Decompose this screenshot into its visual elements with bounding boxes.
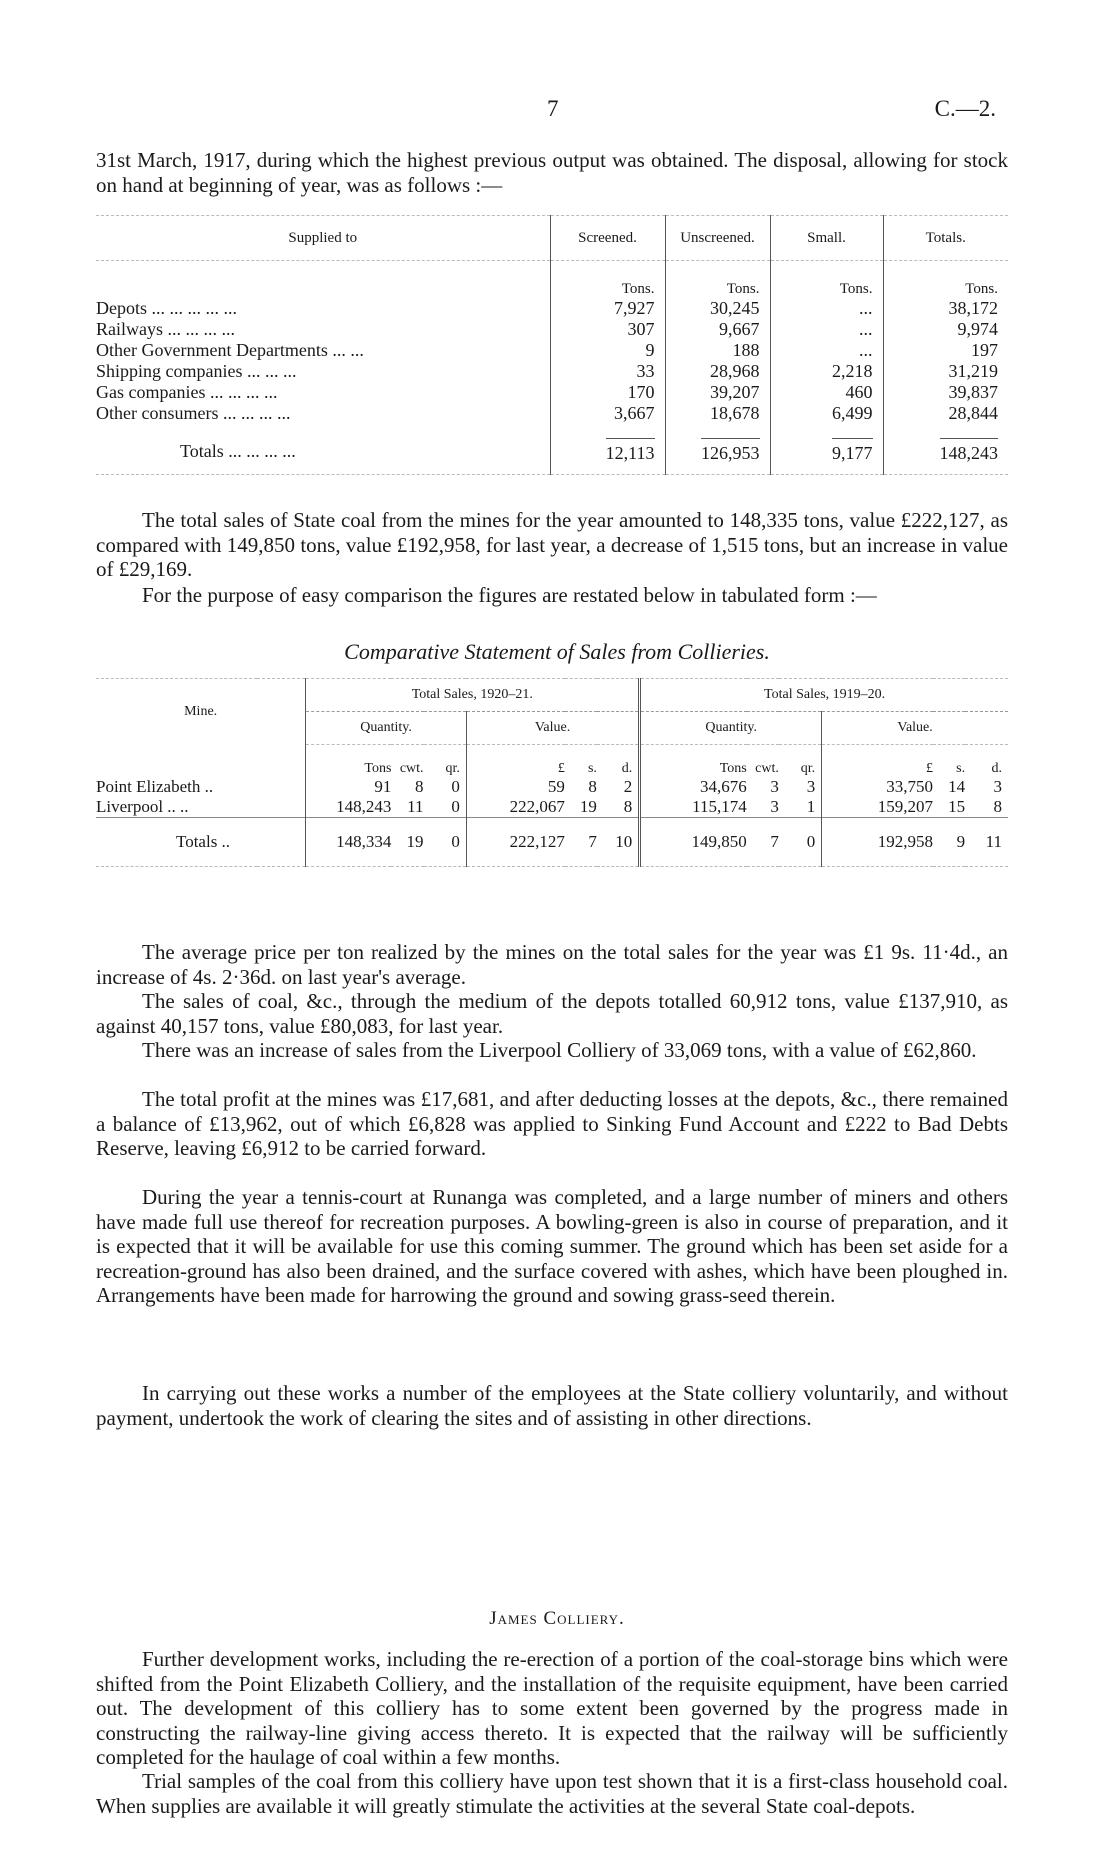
cell: 2,218 (770, 361, 883, 382)
value-header: Value. (822, 712, 1008, 745)
cell: 33,750 (822, 777, 933, 797)
document-code: C.—2. (934, 96, 996, 121)
table-header-row (96, 216, 1008, 261)
value-header: Value. (466, 712, 639, 745)
cell: 8 (415, 777, 424, 796)
sales-comparison-table (96, 678, 1008, 867)
unit-label: £ (466, 745, 564, 778)
unit-label: Tons. (665, 261, 770, 299)
cell: 28,844 (883, 403, 1008, 424)
cell: 10 (597, 818, 640, 867)
table-row (96, 340, 1008, 361)
table-row (96, 298, 1008, 319)
cell: 31,219 (883, 361, 1008, 382)
grand-total: 148,243 (940, 438, 999, 464)
liverpool-paragraph: There was an increase of sales from the Liverpool Colliery of 33,069 tons, with a value of £62,860. (142, 1038, 977, 1062)
row-label: Depots ... ... ... ... ... (96, 298, 237, 318)
cell: 1 (806, 797, 816, 816)
cell: 9,974 (883, 319, 1008, 340)
unit-label: £ (822, 745, 933, 778)
totals-label: Totals .. (96, 818, 306, 867)
cell: 7 (565, 818, 597, 867)
cell: 39,207 (665, 382, 770, 403)
cell: 222,127 (466, 818, 564, 867)
row-label: Railways ... ... ... ... (96, 319, 235, 339)
cell: 3 (770, 777, 779, 796)
unit-label: Tons. (883, 261, 1008, 299)
cell: 3,667 (550, 403, 665, 424)
cell: 33 (550, 361, 665, 382)
section-heading: James Colliery. (489, 1608, 625, 1629)
cell: 19 (391, 818, 423, 867)
cell: 9 (550, 340, 665, 361)
cell: 3 (993, 777, 1002, 796)
period-1919-header: Total Sales, 1919–20. (640, 679, 1008, 712)
cell: 0 (424, 818, 467, 867)
depot-sales-paragraph: The sales of coal, &c., through the medium of the depots totalled 60,912 tons, value £137,910, as against 40,157 tons, value £80,083, for last year. (96, 989, 1008, 1038)
cell: 2 (623, 777, 633, 796)
cell (665, 424, 770, 475)
cell: 0 (451, 777, 460, 796)
column-header: Unscreened. (665, 216, 770, 261)
profit-paragraph: The total profit at the mines was £17,681, and after deducting losses at the depots, &c., there remained a balance of £13,962, out of which £6,828 was applied to Sinking Fund Account and £222 to Bad Debts Reserve, leaving £6,912 to be carried forward. (96, 1087, 1008, 1160)
cell: 34,676 (640, 777, 747, 797)
total-small: 9,177 (832, 438, 873, 464)
cell: 115,174 (640, 797, 747, 818)
cell: 15 (948, 797, 966, 816)
comparison-paragraph: For the purpose of easy comparison the figures are restated below in tabulated form :— (142, 583, 877, 607)
mine-header: Mine. (96, 679, 306, 745)
totals-row (96, 424, 1008, 475)
cell: 9,667 (665, 319, 770, 340)
mine-name: Liverpool .. .. (96, 797, 189, 816)
unit-label: s. (956, 761, 966, 776)
cell: 197 (883, 340, 1008, 361)
cell: 59 (466, 777, 564, 797)
page-number: 7 (547, 96, 559, 121)
unit-label: qr. (800, 761, 816, 776)
table-header-row (96, 679, 1008, 712)
cell (550, 424, 665, 475)
column-header: Supplied to (96, 216, 550, 261)
cell: 91 (306, 777, 392, 797)
table-row (96, 382, 1008, 403)
column-header: Totals. (883, 216, 1008, 261)
unit-label: cwt. (399, 761, 424, 776)
cell: 18,678 (665, 403, 770, 424)
cell: 222,067 (466, 797, 564, 818)
totals-label: Totals ... ... ... ... (96, 424, 550, 475)
column-header: Small. (770, 216, 883, 261)
cell: ... (770, 319, 883, 340)
average-price-paragraph: The average price per ton realized by the mines on the total sales for the year was £1 9s. 11·4d., an increase of 4s. 2·36d. on last year's average. (96, 940, 1008, 989)
table-caption: Comparative Statement of Sales from Collieries. (344, 639, 770, 664)
units-row (96, 745, 1008, 778)
period-1920-header: Total Sales, 1920–21. (306, 679, 640, 712)
cell: 148,334 (306, 818, 392, 867)
cell: 11 (407, 797, 424, 816)
row-label: Shipping companies ... ... ... (96, 361, 297, 381)
cell: 8 (623, 797, 633, 816)
cell (770, 424, 883, 475)
tennis-court-paragraph: During the year a tennis-court at Runanga was completed, and a large number of miners and others have made full use thereof for recreation purposes. A bowling-green is also in course of preparation, and it is expected that it will be available for use this coming summer. The ground which has been set aside for a recreation-ground has also been drained, and the surface covered with ashes, which have been ploughed in. Arrangements have been made for harrowing the ground and sowing grass-seed therein. (96, 1185, 1008, 1307)
unit-label: Tons. (770, 261, 883, 299)
row-label: Other Government Departments ... ... (96, 340, 364, 360)
quantity-header: Quantity. (306, 712, 467, 745)
cell: 192,958 (822, 818, 933, 867)
table-row (96, 319, 1008, 340)
table-row (96, 403, 1008, 424)
column-header: Screened. (550, 216, 665, 261)
units-row (96, 261, 1008, 299)
unit-label: qr. (445, 761, 460, 776)
cell: ... (770, 298, 883, 319)
cell: 170 (550, 382, 665, 403)
unit-label: cwt. (755, 761, 779, 776)
cell: 188 (665, 340, 770, 361)
cell: ... (770, 340, 883, 361)
cell: 28,968 (665, 361, 770, 382)
quantity-header: Quantity. (640, 712, 822, 745)
james-trial-paragraph: Trial samples of the coal from this colliery have upon test shown that it is a first-class household coal. When supplies are available it will greatly stimulate the activities at the several State coal-depots. (96, 1769, 1008, 1818)
unit-label: d. (621, 761, 633, 776)
unit-label: d. (991, 761, 1002, 776)
cell: 460 (770, 382, 883, 403)
table-row (96, 361, 1008, 382)
cell: 148,243 (306, 797, 392, 818)
row-label: Gas companies ... ... ... ... (96, 382, 278, 402)
table-row (96, 797, 1008, 818)
cell: 0 (779, 818, 822, 867)
row-label: Other consumers ... ... ... ... (96, 403, 291, 423)
cell: 7 (747, 818, 779, 867)
unit-label: Tons (640, 745, 747, 778)
cell: 39,837 (883, 382, 1008, 403)
cell: 159,207 (822, 797, 933, 818)
james-development-paragraph: Further development works, including the re-erection of a portion of the coal-storage bins which were shifted from the Point Elizabeth Colliery, and the installation of the requisite equipment, have been carried out. The development of this colliery has to some extent been governed by the progress made in constructing the railway-line giving access thereto. It is expected that the railway will be sufficiently completed for the haulage of coal within a few months. (96, 1647, 1008, 1769)
cell: 38,172 (883, 298, 1008, 319)
cell: 307 (550, 319, 665, 340)
cell: 3 (770, 797, 779, 816)
cell: 8 (993, 797, 1002, 816)
total-unscreened: 126,953 (701, 438, 760, 464)
cell: 19 (579, 797, 597, 816)
unit-label: Tons (306, 745, 392, 778)
cell: 0 (451, 797, 460, 816)
mine-name: Point Elizabeth .. (96, 777, 214, 796)
cell (883, 424, 1008, 475)
cell: 149,850 (640, 818, 747, 867)
unit-label: s. (587, 761, 597, 776)
totals-row (96, 818, 1008, 867)
sales-paragraph: The total sales of State coal from the mines for the year amounted to 148,335 tons, value £222,127, as compared with 149,850 tons, value £192,958, for last year, a decrease of 1,515 tons, but an increase in value of £29,169. (96, 508, 1008, 581)
unit-label: Tons. (550, 261, 665, 299)
cell: 3 (806, 777, 816, 796)
cell: 11 (965, 818, 1008, 867)
intro-paragraph: 31st March, 1917, during which the highest previous output was obtained. The disposal, allowing for stock on hand at beginning of year, was as follows :— (96, 148, 1008, 197)
table-row (96, 777, 1008, 797)
cell: 14 (948, 777, 966, 796)
disposal-table (96, 215, 1008, 475)
employees-paragraph: In carrying out these works a number of the employees at the State colliery voluntarily, and without payment, undertook the work of clearing the sites and of assisting in other directions. (96, 1381, 1008, 1430)
cell: 8 (588, 777, 597, 796)
cell: 7,927 (550, 298, 665, 319)
cell: 30,245 (665, 298, 770, 319)
cell: 6,499 (770, 403, 883, 424)
cell: 9 (933, 818, 965, 867)
total-screened: 12,113 (606, 438, 655, 464)
